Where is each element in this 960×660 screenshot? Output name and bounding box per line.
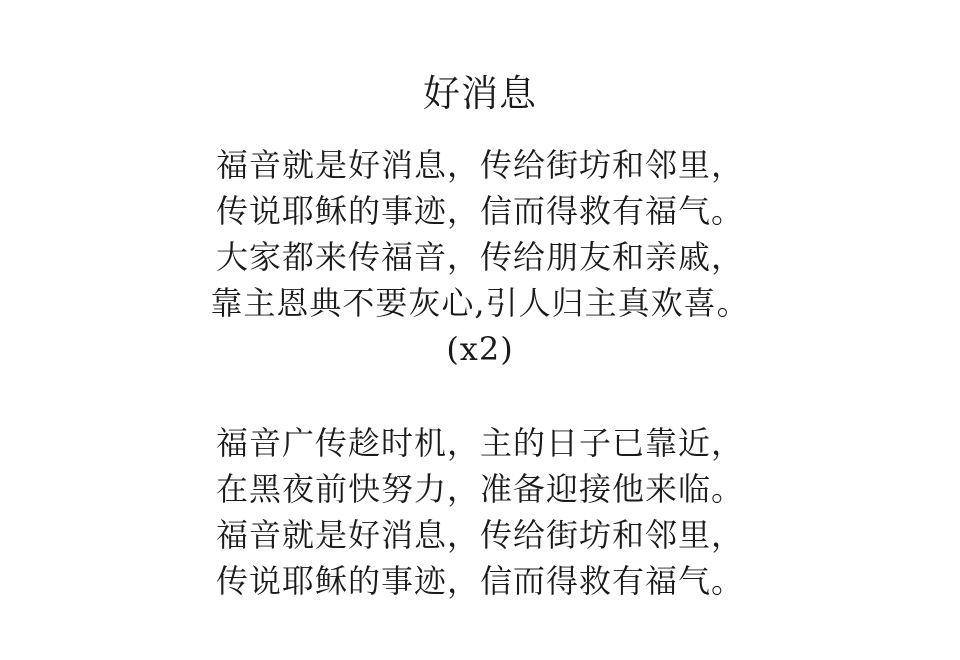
lyric-line: 大家都来传福音，传给朋友和亲戚， xyxy=(215,238,744,276)
stanza-2 xyxy=(0,420,960,604)
lyric-line: 福音就是好消息，传给街坊和邻里， xyxy=(215,516,744,554)
stanza-1 xyxy=(0,142,960,372)
lyric-line: 传说耶稣的事迹，信而得救有福气。 xyxy=(215,562,744,600)
song-title: 好消息 xyxy=(423,72,537,115)
lyric-line: 传说耶稣的事迹，信而得救有福气。 xyxy=(215,192,744,230)
lyric-line: 靠主恩典不要灰心,引人归主真欢喜。 xyxy=(210,284,750,322)
lyric-line: 在黑夜前快努力，准备迎接他来临。 xyxy=(215,470,744,508)
lyric-line: 福音就是好消息，传给街坊和邻里， xyxy=(215,146,744,184)
repeat-marker: (x2) xyxy=(446,330,514,368)
lyric-line: 福音广传趁时机，主的日子已靠近， xyxy=(215,424,744,462)
